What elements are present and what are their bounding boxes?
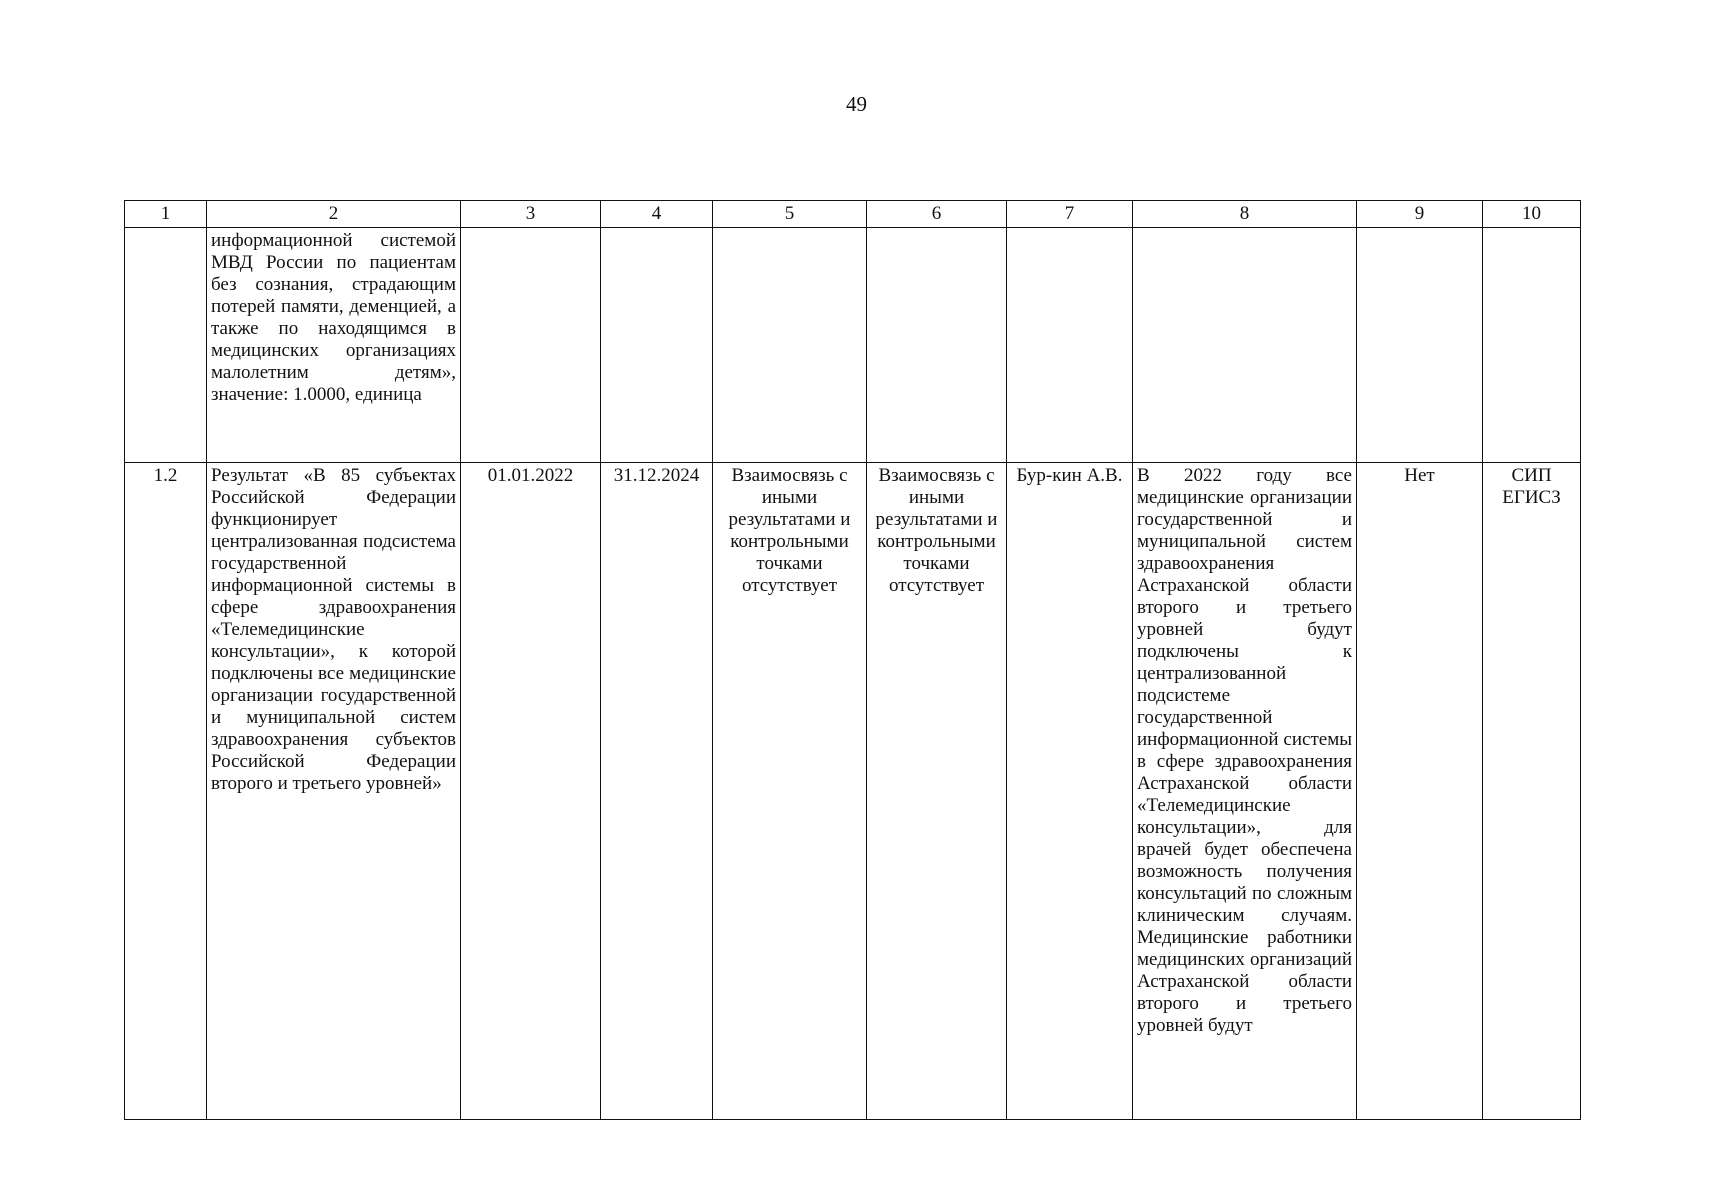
cell-row-number: 1.2 (125, 463, 207, 1120)
cell-empty (1133, 228, 1357, 463)
cell-empty (867, 228, 1007, 463)
cell-empty (125, 228, 207, 463)
table-row-1-2 (125, 463, 1581, 1120)
cell-relationship-col5: Взаимосвязь с иными результатами и контрольными точками отсутствует (713, 463, 867, 1120)
cell-empty (1483, 228, 1581, 463)
cell-empty (1007, 228, 1133, 463)
header-col-9: 9 (1357, 201, 1483, 228)
header-col-8: 8 (1133, 201, 1357, 228)
cell-empty (713, 228, 867, 463)
header-col-7: 7 (1007, 201, 1133, 228)
cell-empty (601, 228, 713, 463)
header-col-5: 5 (713, 201, 867, 228)
cell-empty (461, 228, 601, 463)
cell-relationship-col6: Взаимосвязь с иными результатами и контрольными точками отсутствует (867, 463, 1007, 1120)
header-col-3: 3 (461, 201, 601, 228)
document-table (124, 200, 1581, 1120)
cell-start-date: 01.01.2022 (461, 463, 601, 1120)
cell-continuation-text: информационной системой МВД России по пациентам без сознания, страдающим потерей памяти, деменцией, а также по находящимся в медицинских организациях малолетним детям», значение: 1.0000, единица (207, 228, 461, 463)
cell-responsible: Бур-кин А.В. (1007, 463, 1133, 1120)
page-number: 49 (846, 92, 867, 116)
header-col-4: 4 (601, 201, 713, 228)
cell-col9-value: Нет (1357, 463, 1483, 1120)
header-col-6: 6 (867, 201, 1007, 228)
header-col-1: 1 (125, 201, 207, 228)
header-col-10: 10 (1483, 201, 1581, 228)
header-col-2: 2 (207, 201, 461, 228)
cell-result-text: Результат «В 85 субъектах Российской Федерации функционирует централизованная подсистема государственной информационной системы в сфере здравоохранения «Телемедицинские консультации», к которой подключены все медицинские организации государственной и муниципальной систем здравоохранения субъектов Российской Федерации второго и третьего уровней» (207, 463, 461, 1120)
header-row (125, 201, 1581, 228)
cell-description: В 2022 году все медицинские организации государственной и муниципальной систем здравоохранения Астраханской области второго и третьего уровней будут подключены к централизованной подсистеме государственной информационной системы в сфере здравоохранения Астраханской области «Телемедицинские консультации», для врачей будет обеспечена возможность получения консультаций по сложным клиническим случаям. Медицинские работники медицинских организаций Астраханской области второго и третьего уровней будут (1133, 463, 1357, 1120)
cell-end-date: 31.12.2024 (601, 463, 713, 1120)
cell-empty (1357, 228, 1483, 463)
table-row-continuation (125, 228, 1581, 463)
cell-system: СИП ЕГИСЗ (1483, 463, 1581, 1120)
